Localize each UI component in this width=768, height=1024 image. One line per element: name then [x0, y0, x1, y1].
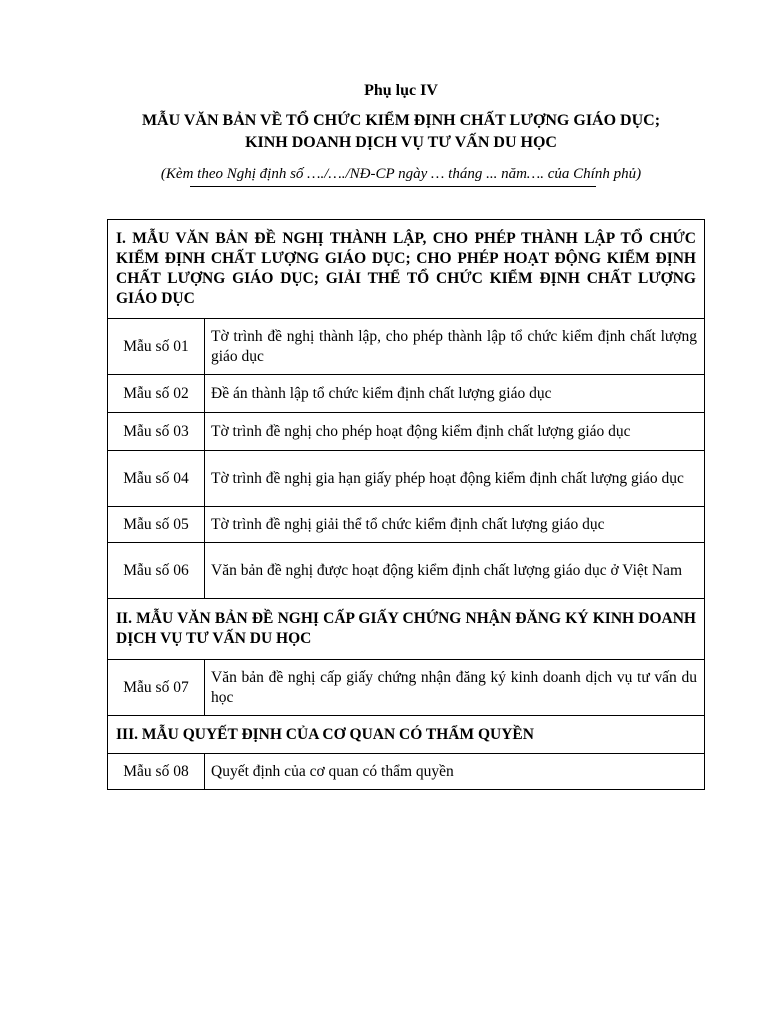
form-description: Tờ trình đề nghị giải thể tổ chức kiểm định chất lượng giáo dục [205, 507, 705, 543]
form-description: Tờ trình đề nghị gia hạn giấy phép hoạt động kiểm định chất lượng giáo dục [205, 451, 705, 507]
form-code: Mẫu số 03 [108, 413, 205, 451]
section-heading-row [108, 599, 705, 660]
form-description: Quyết định của cơ quan có thẩm quyền [205, 754, 705, 790]
table-row [108, 543, 705, 599]
form-description: Tờ trình đề nghị thành lập, cho phép thành lập tổ chức kiểm định chất lượng giáo dục [205, 319, 705, 375]
section-heading: I. MẪU VĂN BẢN ĐỀ NGHỊ THÀNH LẬP, CHO PHÉP THÀNH LẬP TỔ CHỨC KIỂM ĐỊNH CHẤT LƯỢNG GIÁO DỤC; CHO PHÉP HOẠT ĐỘNG KIỂM ĐỊNH CHẤT LƯỢNG GIÁO DỤC; GIẢI THỂ TỔ CHỨC KIỂM ĐỊNH CHẤT LƯỢNG GIÁO DỤC [108, 220, 705, 319]
form-code: Mẫu số 01 [108, 319, 205, 375]
form-code: Mẫu số 07 [108, 660, 205, 716]
section-heading-row [108, 716, 705, 754]
section-heading-row [108, 220, 705, 319]
document-title-line-2: KINH DOANH DỊCH VỤ TƯ VẤN DU HỌC [245, 134, 557, 151]
table-row [108, 754, 705, 790]
form-code: Mẫu số 02 [108, 375, 205, 413]
table-row [108, 319, 705, 375]
document-title [0, 110, 768, 154]
form-description: Văn bản đề nghị cấp giấy chứng nhận đăng ký kinh doanh dịch vụ tư vấn du học [205, 660, 705, 716]
form-code: Mẫu số 08 [108, 754, 205, 790]
form-description: Văn bản đề nghị được hoạt động kiểm định chất lượng giáo dục ở Việt Nam [205, 543, 705, 599]
appendix-label: Phụ lục IV [364, 82, 438, 99]
form-code: Mẫu số 05 [108, 507, 205, 543]
table-row [108, 375, 705, 413]
form-code: Mẫu số 06 [108, 543, 205, 599]
table-row [108, 413, 705, 451]
document-title-line-1: MẪU VĂN BẢN VỀ TỔ CHỨC KIỂM ĐỊNH CHẤT LƯỢNG GIÁO DỤC; [141, 112, 661, 129]
form-description: Đề án thành lập tổ chức kiểm định chất lượng giáo dục [205, 375, 705, 413]
table-row [108, 660, 705, 716]
form-description: Tờ trình đề nghị cho phép hoạt động kiểm định chất lượng giáo dục [205, 413, 705, 451]
section-heading: III. MẪU QUYẾT ĐỊNH CỦA CƠ QUAN CÓ THẨM QUYỀN [108, 716, 705, 754]
subtitle-underline [190, 186, 596, 187]
forms-table [107, 219, 705, 790]
section-heading: II. MẪU VĂN BẢN ĐỀ NGHỊ CẤP GIẤY CHỨNG NHẬN ĐĂNG KÝ KINH DOANH DỊCH VỤ TƯ VẤN DU HỌC [108, 599, 705, 660]
form-code: Mẫu số 04 [108, 451, 205, 507]
table-row [108, 451, 705, 507]
document-subtitle: (Kèm theo Nghị định số …./…./NĐ-CP ngày … tháng ... năm…. của Chính phủ) [160, 166, 642, 182]
table-row [108, 507, 705, 543]
